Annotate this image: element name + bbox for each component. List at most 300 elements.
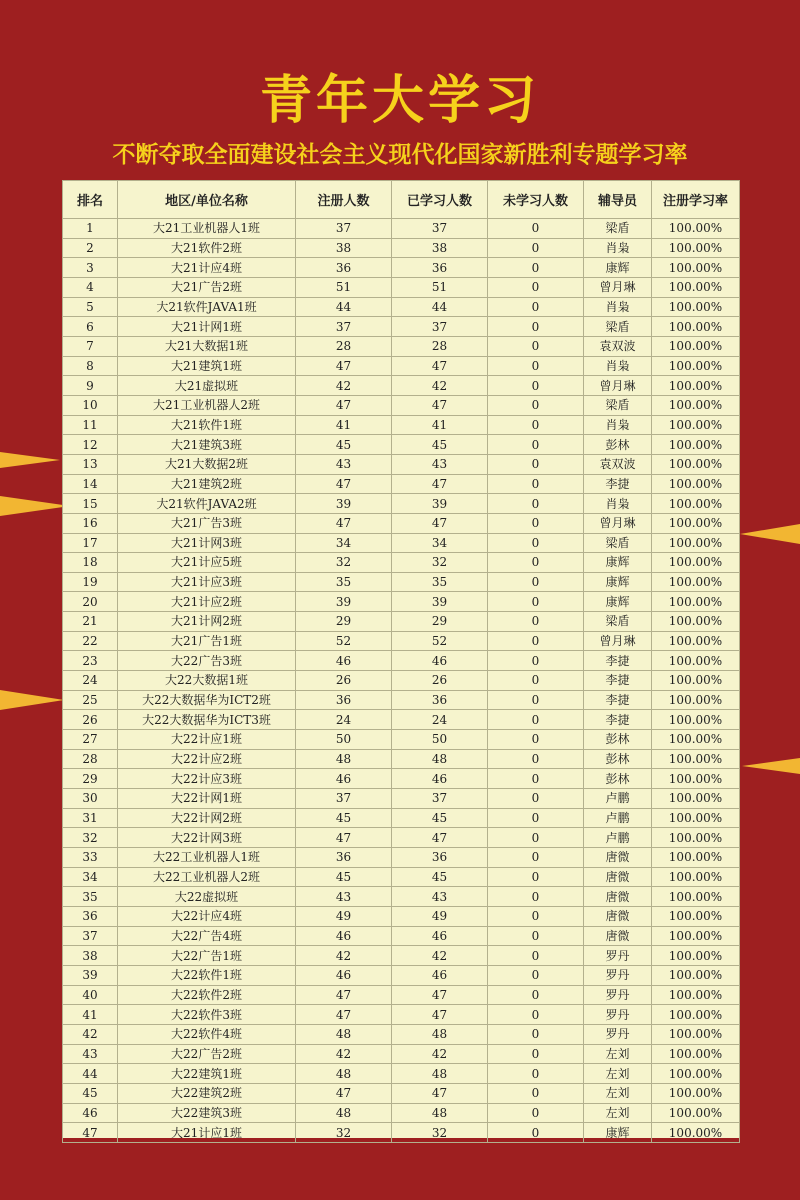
table-row	[63, 769, 740, 789]
counselor-cell: 李捷	[584, 474, 652, 494]
not-studied-cell: 0	[488, 1083, 584, 1103]
table-row	[63, 1123, 740, 1143]
counselor-cell: 肖枭	[584, 297, 652, 317]
not-studied-cell: 0	[488, 710, 584, 730]
not-studied-cell: 0	[488, 848, 584, 868]
counselor-cell: 罗丹	[584, 965, 652, 985]
registered-cell: 48	[296, 1064, 392, 1084]
rate-cell: 100.00%	[652, 887, 740, 907]
rank-cell: 32	[63, 828, 118, 848]
unit-name-cell: 大22建筑2班	[118, 1083, 296, 1103]
registered-cell: 28	[296, 336, 392, 356]
not-studied-cell: 0	[488, 435, 584, 455]
not-studied-cell: 0	[488, 1064, 584, 1084]
counselor-cell: 曾月琳	[584, 277, 652, 297]
table-row	[63, 985, 740, 1005]
rank-cell: 44	[63, 1064, 118, 1084]
rate-cell: 100.00%	[652, 926, 740, 946]
studied-cell: 36	[392, 258, 488, 278]
not-studied-cell: 0	[488, 356, 584, 376]
rank-cell: 22	[63, 631, 118, 651]
table-row	[63, 651, 740, 671]
rate-cell: 100.00%	[652, 828, 740, 848]
page-title: 青年大学习	[259, 71, 540, 131]
rate-cell: 100.00%	[652, 985, 740, 1005]
unit-name-cell: 大21大数据2班	[118, 454, 296, 474]
studied-cell: 24	[392, 710, 488, 730]
rate-cell: 100.00%	[652, 592, 740, 612]
rate-cell: 100.00%	[652, 395, 740, 415]
studied-cell: 46	[392, 651, 488, 671]
table-row	[63, 395, 740, 415]
registered-cell: 47	[296, 1083, 392, 1103]
studied-cell: 36	[392, 848, 488, 868]
studied-cell: 47	[392, 356, 488, 376]
registered-cell: 45	[296, 808, 392, 828]
unit-name-cell: 大21计网2班	[118, 612, 296, 632]
counselor-cell: 肖枭	[584, 356, 652, 376]
rank-cell: 4	[63, 277, 118, 297]
rank-cell: 42	[63, 1024, 118, 1044]
registered-cell: 37	[296, 219, 392, 239]
counselor-cell: 唐微	[584, 906, 652, 926]
studied-cell: 44	[392, 297, 488, 317]
rate-cell: 100.00%	[652, 238, 740, 258]
not-studied-cell: 0	[488, 336, 584, 356]
rank-cell: 17	[63, 533, 118, 553]
rank-cell: 45	[63, 1083, 118, 1103]
rate-cell: 100.00%	[652, 1005, 740, 1025]
unit-name-cell: 大21计网1班	[118, 317, 296, 337]
unit-name-cell: 大22计网1班	[118, 789, 296, 809]
studied-cell: 46	[392, 769, 488, 789]
unit-name-cell: 大22计应3班	[118, 769, 296, 789]
not-studied-cell: 0	[488, 258, 584, 278]
not-studied-cell: 0	[488, 887, 584, 907]
rank-cell: 27	[63, 730, 118, 750]
table-row	[63, 1083, 740, 1103]
unit-name-cell: 大22软件4班	[118, 1024, 296, 1044]
studied-cell: 29	[392, 612, 488, 632]
counselor-cell: 曾月琳	[584, 631, 652, 651]
registered-cell: 42	[296, 1044, 392, 1064]
unit-name-cell: 大21广告1班	[118, 631, 296, 651]
unit-name-cell: 大22广告2班	[118, 1044, 296, 1064]
rank-cell: 35	[63, 887, 118, 907]
rate-cell: 100.00%	[652, 1123, 740, 1143]
rank-cell: 7	[63, 336, 118, 356]
rank-cell: 8	[63, 356, 118, 376]
registered-cell: 48	[296, 749, 392, 769]
counselor-cell: 梁盾	[584, 395, 652, 415]
unit-name-cell: 大21工业机器人1班	[118, 219, 296, 239]
table-row	[63, 277, 740, 297]
not-studied-cell: 0	[488, 985, 584, 1005]
not-studied-cell: 0	[488, 749, 584, 769]
counselor-cell: 卢鹏	[584, 828, 652, 848]
rate-cell: 100.00%	[652, 317, 740, 337]
studied-cell: 39	[392, 494, 488, 514]
counselor-cell: 李捷	[584, 651, 652, 671]
not-studied-cell: 0	[488, 671, 584, 691]
rate-cell: 100.00%	[652, 690, 740, 710]
not-studied-cell: 0	[488, 769, 584, 789]
rate-cell: 100.00%	[652, 808, 740, 828]
counselor-cell: 梁盾	[584, 533, 652, 553]
registered-cell: 26	[296, 671, 392, 691]
header-counselor: 辅导员	[584, 181, 652, 219]
counselor-cell: 梁盾	[584, 317, 652, 337]
studied-cell: 42	[392, 1044, 488, 1064]
not-studied-cell: 0	[488, 474, 584, 494]
registered-cell: 37	[296, 789, 392, 809]
rank-cell: 34	[63, 867, 118, 887]
studied-cell: 32	[392, 1123, 488, 1143]
table-row	[63, 808, 740, 828]
unit-name-cell: 大22广告4班	[118, 926, 296, 946]
counselor-cell: 彭林	[584, 435, 652, 455]
not-studied-cell: 0	[488, 789, 584, 809]
rate-cell: 100.00%	[652, 906, 740, 926]
rate-cell: 100.00%	[652, 749, 740, 769]
not-studied-cell: 0	[488, 317, 584, 337]
rank-cell: 39	[63, 965, 118, 985]
rank-cell: 47	[63, 1123, 118, 1143]
counselor-cell: 袁双波	[584, 454, 652, 474]
registered-cell: 43	[296, 454, 392, 474]
rank-cell: 20	[63, 592, 118, 612]
not-studied-cell: 0	[488, 828, 584, 848]
counselor-cell: 唐微	[584, 867, 652, 887]
unit-name-cell: 大21工业机器人2班	[118, 395, 296, 415]
counselor-cell: 李捷	[584, 671, 652, 691]
table-row	[63, 828, 740, 848]
rank-cell: 36	[63, 906, 118, 926]
unit-name-cell: 大22工业机器人2班	[118, 867, 296, 887]
table-row	[63, 336, 740, 356]
counselor-cell: 曾月琳	[584, 376, 652, 396]
studied-cell: 42	[392, 946, 488, 966]
not-studied-cell: 0	[488, 454, 584, 474]
rank-cell: 30	[63, 789, 118, 809]
unit-name-cell: 大22软件1班	[118, 965, 296, 985]
table-row	[63, 887, 740, 907]
header-registered: 注册人数	[296, 181, 392, 219]
rate-cell: 100.00%	[652, 612, 740, 632]
not-studied-cell: 0	[488, 965, 584, 985]
table-header-row	[63, 181, 740, 219]
registered-cell: 32	[296, 553, 392, 573]
counselor-cell: 唐微	[584, 887, 652, 907]
counselor-cell: 罗丹	[584, 1005, 652, 1025]
table-row	[63, 1064, 740, 1084]
rate-cell: 100.00%	[652, 730, 740, 750]
registered-cell: 35	[296, 572, 392, 592]
unit-name-cell: 大21广告3班	[118, 513, 296, 533]
counselor-cell: 卢鹏	[584, 808, 652, 828]
registered-cell: 52	[296, 631, 392, 651]
not-studied-cell: 0	[488, 808, 584, 828]
not-studied-cell: 0	[488, 631, 584, 651]
registered-cell: 39	[296, 494, 392, 514]
decorative-ray	[0, 690, 64, 710]
rate-cell: 100.00%	[652, 277, 740, 297]
rank-cell: 18	[63, 553, 118, 573]
registered-cell: 43	[296, 887, 392, 907]
not-studied-cell: 0	[488, 612, 584, 632]
unit-name-cell: 大22大数据1班	[118, 671, 296, 691]
rank-cell: 33	[63, 848, 118, 868]
table-row	[63, 730, 740, 750]
table-row	[63, 494, 740, 514]
counselor-cell: 彭林	[584, 749, 652, 769]
not-studied-cell: 0	[488, 376, 584, 396]
unit-name-cell: 大21软件JAVA2班	[118, 494, 296, 514]
not-studied-cell: 0	[488, 219, 584, 239]
registered-cell: 50	[296, 730, 392, 750]
registered-cell: 32	[296, 1123, 392, 1143]
studied-cell: 42	[392, 376, 488, 396]
counselor-cell: 康辉	[584, 258, 652, 278]
rate-cell: 100.00%	[652, 435, 740, 455]
unit-name-cell: 大22软件2班	[118, 985, 296, 1005]
table-row	[63, 1024, 740, 1044]
studied-cell: 26	[392, 671, 488, 691]
registered-cell: 51	[296, 277, 392, 297]
not-studied-cell: 0	[488, 926, 584, 946]
unit-name-cell: 大22大数据华为ICT2班	[118, 690, 296, 710]
studied-cell: 32	[392, 553, 488, 573]
decorative-ray	[742, 758, 800, 774]
registered-cell: 36	[296, 690, 392, 710]
registered-cell: 47	[296, 985, 392, 1005]
table-row	[63, 926, 740, 946]
rank-cell: 15	[63, 494, 118, 514]
rate-cell: 100.00%	[652, 1064, 740, 1084]
ranking-table-container	[62, 180, 739, 1138]
unit-name-cell: 大21软件2班	[118, 238, 296, 258]
not-studied-cell: 0	[488, 651, 584, 671]
not-studied-cell: 0	[488, 395, 584, 415]
rate-cell: 100.00%	[652, 356, 740, 376]
table-body	[63, 219, 740, 1143]
header-rate: 注册学习率	[652, 181, 740, 219]
not-studied-cell: 0	[488, 238, 584, 258]
not-studied-cell: 0	[488, 494, 584, 514]
registered-cell: 47	[296, 513, 392, 533]
counselor-cell: 梁盾	[584, 219, 652, 239]
unit-name-cell: 大21软件JAVA1班	[118, 297, 296, 317]
unit-name-cell: 大21建筑1班	[118, 356, 296, 376]
header-studied: 已学习人数	[392, 181, 488, 219]
table-row	[63, 219, 740, 239]
registered-cell: 45	[296, 867, 392, 887]
rank-cell: 12	[63, 435, 118, 455]
table-row	[63, 317, 740, 337]
table-row	[63, 454, 740, 474]
registered-cell: 24	[296, 710, 392, 730]
unit-name-cell: 大22建筑3班	[118, 1103, 296, 1123]
unit-name-cell: 大21大数据1班	[118, 336, 296, 356]
counselor-cell: 左刘	[584, 1103, 652, 1123]
studied-cell: 34	[392, 533, 488, 553]
rate-cell: 100.00%	[652, 1103, 740, 1123]
rank-cell: 14	[63, 474, 118, 494]
studied-cell: 41	[392, 415, 488, 435]
table-row	[63, 297, 740, 317]
unit-name-cell: 大21建筑2班	[118, 474, 296, 494]
studied-cell: 47	[392, 513, 488, 533]
not-studied-cell: 0	[488, 592, 584, 612]
rate-cell: 100.00%	[652, 572, 740, 592]
studied-cell: 37	[392, 317, 488, 337]
rate-cell: 100.00%	[652, 1083, 740, 1103]
registered-cell: 48	[296, 1103, 392, 1123]
counselor-cell: 梁盾	[584, 612, 652, 632]
rank-cell: 19	[63, 572, 118, 592]
rank-cell: 40	[63, 985, 118, 1005]
rate-cell: 100.00%	[652, 789, 740, 809]
studied-cell: 47	[392, 828, 488, 848]
table-row	[63, 906, 740, 926]
page-subtitle: 不断夺取全面建设社会主义现代化国家新胜利专题学习率	[112, 142, 688, 168]
table-row	[63, 592, 740, 612]
header-rank: 排名	[63, 181, 118, 219]
studied-cell: 48	[392, 749, 488, 769]
rank-cell: 10	[63, 395, 118, 415]
table-row	[63, 671, 740, 691]
studied-cell: 48	[392, 1103, 488, 1123]
unit-name-cell: 大21虚拟班	[118, 376, 296, 396]
table-row	[63, 1005, 740, 1025]
rank-cell: 24	[63, 671, 118, 691]
studied-cell: 46	[392, 926, 488, 946]
registered-cell: 47	[296, 828, 392, 848]
registered-cell: 34	[296, 533, 392, 553]
rate-cell: 100.00%	[652, 258, 740, 278]
not-studied-cell: 0	[488, 1123, 584, 1143]
registered-cell: 37	[296, 317, 392, 337]
unit-name-cell: 大22计应1班	[118, 730, 296, 750]
rate-cell: 100.00%	[652, 474, 740, 494]
unit-name-cell: 大21计应2班	[118, 592, 296, 612]
studied-cell: 46	[392, 965, 488, 985]
table-row	[63, 710, 740, 730]
rate-cell: 100.00%	[652, 336, 740, 356]
rank-cell: 9	[63, 376, 118, 396]
registered-cell: 42	[296, 376, 392, 396]
studied-cell: 47	[392, 474, 488, 494]
registered-cell: 38	[296, 238, 392, 258]
studied-cell: 28	[392, 336, 488, 356]
table-row	[63, 376, 740, 396]
header-unit-name: 地区/单位名称	[118, 181, 296, 219]
not-studied-cell: 0	[488, 533, 584, 553]
studied-cell: 37	[392, 789, 488, 809]
unit-name-cell: 大22计网2班	[118, 808, 296, 828]
studied-cell: 49	[392, 906, 488, 926]
header-not-studied: 未学习人数	[488, 181, 584, 219]
rate-cell: 100.00%	[652, 848, 740, 868]
counselor-cell: 左刘	[584, 1044, 652, 1064]
not-studied-cell: 0	[488, 1103, 584, 1123]
rate-cell: 100.00%	[652, 946, 740, 966]
table-row	[63, 258, 740, 278]
studied-cell: 38	[392, 238, 488, 258]
ranking-table	[62, 180, 740, 1143]
rank-cell: 37	[63, 926, 118, 946]
rate-cell: 100.00%	[652, 297, 740, 317]
not-studied-cell: 0	[488, 690, 584, 710]
table-row	[63, 415, 740, 435]
counselor-cell: 康辉	[584, 553, 652, 573]
decorative-ray	[0, 452, 60, 468]
rate-cell: 100.00%	[652, 1044, 740, 1064]
unit-name-cell: 大22虚拟班	[118, 887, 296, 907]
registered-cell: 42	[296, 946, 392, 966]
registered-cell: 29	[296, 612, 392, 632]
not-studied-cell: 0	[488, 553, 584, 573]
studied-cell: 51	[392, 277, 488, 297]
studied-cell: 47	[392, 395, 488, 415]
not-studied-cell: 0	[488, 867, 584, 887]
unit-name-cell: 大21广告2班	[118, 277, 296, 297]
registered-cell: 36	[296, 848, 392, 868]
not-studied-cell: 0	[488, 1005, 584, 1025]
counselor-cell: 彭林	[584, 769, 652, 789]
counselor-cell: 罗丹	[584, 946, 652, 966]
studied-cell: 50	[392, 730, 488, 750]
unit-name-cell: 大21计网3班	[118, 533, 296, 553]
studied-cell: 45	[392, 435, 488, 455]
table-row	[63, 965, 740, 985]
registered-cell: 46	[296, 769, 392, 789]
counselor-cell: 罗丹	[584, 985, 652, 1005]
registered-cell: 47	[296, 474, 392, 494]
registered-cell: 39	[296, 592, 392, 612]
not-studied-cell: 0	[488, 946, 584, 966]
rate-cell: 100.00%	[652, 769, 740, 789]
rank-cell: 25	[63, 690, 118, 710]
unit-name-cell: 大21建筑3班	[118, 435, 296, 455]
registered-cell: 49	[296, 906, 392, 926]
rate-cell: 100.00%	[652, 965, 740, 985]
unit-name-cell: 大22广告3班	[118, 651, 296, 671]
registered-cell: 46	[296, 651, 392, 671]
table-row	[63, 1103, 740, 1123]
counselor-cell: 彭林	[584, 730, 652, 750]
table-row	[63, 533, 740, 553]
studied-cell: 48	[392, 1024, 488, 1044]
unit-name-cell: 大22工业机器人1班	[118, 848, 296, 868]
unit-name-cell: 大21计应4班	[118, 258, 296, 278]
studied-cell: 35	[392, 572, 488, 592]
rank-cell: 13	[63, 454, 118, 474]
studied-cell: 39	[392, 592, 488, 612]
not-studied-cell: 0	[488, 277, 584, 297]
table-row	[63, 513, 740, 533]
unit-name-cell: 大22大数据华为ICT3班	[118, 710, 296, 730]
rate-cell: 100.00%	[652, 553, 740, 573]
registered-cell: 48	[296, 1024, 392, 1044]
registered-cell: 46	[296, 965, 392, 985]
studied-cell: 52	[392, 631, 488, 651]
counselor-cell: 康辉	[584, 1123, 652, 1143]
counselor-cell: 袁双波	[584, 336, 652, 356]
rank-cell: 28	[63, 749, 118, 769]
unit-name-cell: 大21计应3班	[118, 572, 296, 592]
unit-name-cell: 大22计应4班	[118, 906, 296, 926]
